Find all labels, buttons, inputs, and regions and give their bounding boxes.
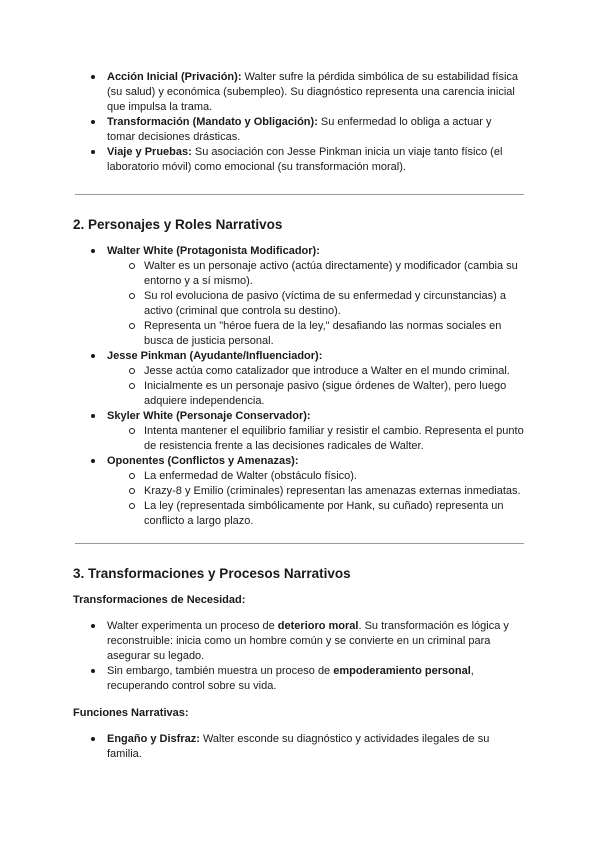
intro-section: [0, 70, 600, 175]
horizontal-divider: [75, 543, 524, 544]
item-text: , recuperando control sobre su vida.: [107, 665, 474, 692]
list-item: [0, 145, 600, 175]
sub-list-item: La enfermedad de Walter (obstáculo físico).: [0, 469, 600, 484]
emphasis: deterioro moral: [277, 620, 359, 632]
item-text: Walter experimenta un proceso de: [107, 620, 278, 632]
item-text: Walter sufre la pérdida simbólica de su estabilidad física (su salud) y económica (subempleo). Su diagnóstico representa una carencia inicial que impulsa la trama.: [107, 71, 519, 113]
sub-list-item: La ley (representada simbólicamente por Hank, su cuñado) representa un conflicto a largo plazo.: [0, 499, 600, 529]
intro-list: [0, 70, 600, 175]
list-item: [0, 115, 600, 145]
list-item: [0, 664, 600, 694]
character-name: Jesse Pinkman (Ayudante/Influenciador):: [107, 350, 323, 362]
item-text: Su enfermedad lo obliga a actuar y tomar decisiones drásticas.: [107, 116, 492, 143]
functions-section: [0, 732, 600, 762]
characters-list: [0, 349, 600, 364]
item-text: Su asociación con Jesse Pinkman inicia un viaje tanto físico (el laboratorio móvil) como emocional (su transformación moral).: [107, 146, 503, 173]
list-item: [0, 409, 600, 424]
list-item: [0, 244, 600, 259]
sub-list-item: Representa un "héroe fuera de la ley," desafiando las normas sociales en busca de justicia personal.: [0, 319, 600, 349]
list-item: [0, 454, 600, 469]
item-text: Walter esconde su diagnóstico y actividades ilegales de su familia.: [107, 733, 490, 760]
sub-list-item: Jesse actúa como catalizador que introduce a Walter en el mundo criminal.: [0, 364, 600, 379]
character-name: Walter White (Protagonista Modificador):: [107, 245, 320, 257]
horizontal-divider: [75, 194, 524, 195]
subsection-heading: Transformaciones de Necesidad:: [73, 594, 246, 606]
sub-list-item: Su rol evoluciona de pasivo (víctima de su enfermedad y circunstancias) a activo (criminal que controla su destino).: [0, 289, 600, 319]
characters-section: [0, 244, 600, 529]
sub-list-item: Walter es un personaje activo (actúa directamente) y modificador (cambia su entorno y a sí mismo).: [0, 259, 600, 289]
sub-list-item: Krazy-8 y Emilio (criminales) representan las amenazas externas inmediatas.: [0, 484, 600, 499]
list-item: [0, 619, 600, 664]
item-text: Sin embargo, también muestra un proceso de: [107, 665, 334, 677]
item-label: Engaño y Disfraz:: [107, 733, 200, 745]
characters-list: [0, 244, 600, 259]
sub-list-item: Intenta mantener el equilibrio familiar y resistir el cambio. Representa el punto de resistencia frente a las decisiones radicales de Walter.: [0, 424, 600, 454]
emphasis: empoderamiento personal: [333, 665, 471, 677]
section-heading: 3. Transformaciones y Procesos Narrativos: [73, 566, 351, 581]
sub-list-item: Inicialmente es un personaje pasivo (sigue órdenes de Walter), pero luego adquiere independencia.: [0, 379, 600, 409]
sublist: [0, 364, 600, 409]
sublist: [0, 259, 600, 349]
character-name: Oponentes (Conflictos y Amenazas):: [107, 455, 299, 467]
subsection-heading: Funciones Narrativas:: [73, 707, 189, 719]
section-heading: 2. Personajes y Roles Narrativos: [73, 217, 283, 232]
item-label: Viaje y Pruebas:: [107, 146, 192, 158]
characters-list: [0, 409, 600, 424]
character-name: Skyler White (Personaje Conservador):: [107, 410, 311, 422]
characters-list: [0, 454, 600, 469]
list-item: [0, 732, 600, 762]
item-text: . Su transformación es lógica y reconstruible: inicia como un hombre común y se convierte en un criminal para asegurar su legado.: [107, 620, 509, 662]
functions-list: [0, 732, 600, 762]
sublist: [0, 469, 600, 529]
list-item: [0, 349, 600, 364]
sublist: [0, 424, 600, 454]
item-label: Acción Inicial (Privación):: [107, 71, 242, 83]
list-item: [0, 70, 600, 115]
needs-section: [0, 619, 600, 694]
item-label: Transformación (Mandato y Obligación):: [107, 116, 318, 128]
needs-list: [0, 619, 600, 694]
